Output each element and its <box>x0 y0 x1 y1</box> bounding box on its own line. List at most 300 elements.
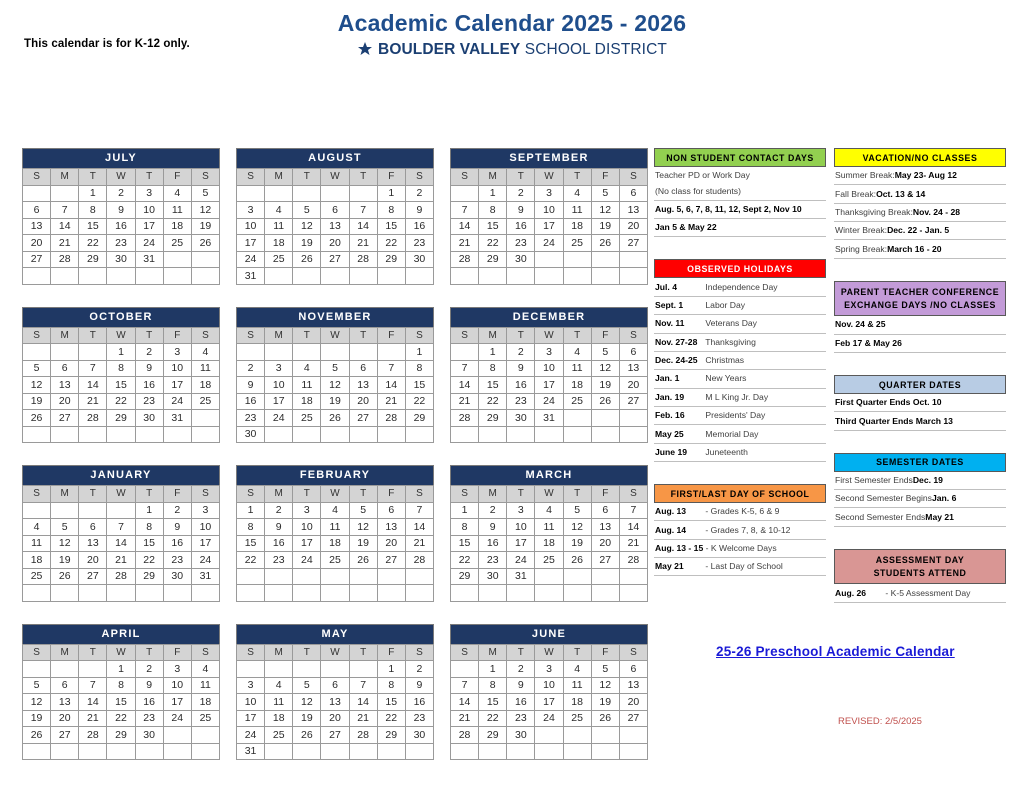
day-cell[interactable]: 29 <box>479 727 507 744</box>
day-cell[interactable]: 4 <box>293 360 321 377</box>
day-cell[interactable]: 23 <box>135 393 163 410</box>
day-cell[interactable]: 24 <box>135 235 163 252</box>
day-cell[interactable]: 27 <box>23 251 51 268</box>
day-cell[interactable]: 18 <box>191 377 219 394</box>
day-cell[interactable]: 27 <box>619 393 647 410</box>
day-cell[interactable]: 19 <box>293 710 321 727</box>
day-cell[interactable]: 12 <box>563 519 591 536</box>
day-cell[interactable]: 11 <box>23 535 51 552</box>
day-cell[interactable]: 17 <box>237 710 265 727</box>
day-cell[interactable]: 13 <box>619 360 647 377</box>
day-cell[interactable]: 17 <box>135 218 163 235</box>
day-cell[interactable]: 12 <box>23 694 51 711</box>
day-cell[interactable]: 28 <box>619 552 647 569</box>
day-cell[interactable]: 15 <box>135 535 163 552</box>
day-cell[interactable]: 18 <box>535 535 563 552</box>
day-cell[interactable]: 19 <box>293 235 321 252</box>
day-cell[interactable]: 8 <box>237 519 265 536</box>
day-cell[interactable]: 18 <box>321 535 349 552</box>
day-cell[interactable]: 30 <box>507 251 535 268</box>
day-cell[interactable]: 12 <box>321 377 349 394</box>
day-cell[interactable]: 20 <box>321 710 349 727</box>
day-cell[interactable]: 20 <box>619 377 647 394</box>
day-cell[interactable]: 23 <box>163 552 191 569</box>
day-cell[interactable]: 31 <box>135 251 163 268</box>
day-cell[interactable]: 24 <box>237 251 265 268</box>
day-cell[interactable]: 20 <box>591 535 619 552</box>
day-cell[interactable]: 30 <box>107 251 135 268</box>
day-cell[interactable]: 30 <box>405 251 433 268</box>
day-cell[interactable]: 21 <box>349 235 377 252</box>
day-cell[interactable]: 24 <box>535 393 563 410</box>
day-cell[interactable]: 27 <box>51 727 79 744</box>
day-cell[interactable]: 26 <box>349 552 377 569</box>
day-cell[interactable]: 30 <box>507 410 535 427</box>
day-cell[interactable]: 23 <box>135 710 163 727</box>
day-cell[interactable]: 11 <box>535 519 563 536</box>
day-cell[interactable]: 2 <box>507 661 535 678</box>
day-cell[interactable]: 10 <box>507 519 535 536</box>
day-cell[interactable]: 26 <box>563 552 591 569</box>
day-cell[interactable]: 27 <box>619 235 647 252</box>
day-cell[interactable]: 16 <box>507 218 535 235</box>
day-cell[interactable]: 5 <box>349 502 377 519</box>
day-cell[interactable]: 24 <box>163 710 191 727</box>
day-cell[interactable]: 8 <box>405 360 433 377</box>
day-cell[interactable]: 19 <box>349 535 377 552</box>
day-cell[interactable]: 17 <box>163 694 191 711</box>
day-cell[interactable]: 21 <box>51 235 79 252</box>
day-cell[interactable]: 20 <box>377 535 405 552</box>
day-cell[interactable]: 19 <box>51 552 79 569</box>
day-cell[interactable]: 21 <box>619 535 647 552</box>
day-cell[interactable]: 4 <box>321 502 349 519</box>
day-cell[interactable]: 13 <box>591 519 619 536</box>
day-cell[interactable]: 25 <box>191 393 219 410</box>
day-cell[interactable]: 24 <box>507 552 535 569</box>
day-cell[interactable]: 26 <box>51 568 79 585</box>
day-cell[interactable]: 23 <box>479 552 507 569</box>
day-cell[interactable]: 20 <box>619 218 647 235</box>
day-cell[interactable]: 19 <box>23 710 51 727</box>
day-cell[interactable]: 9 <box>265 519 293 536</box>
day-cell[interactable]: 4 <box>163 185 191 202</box>
day-cell[interactable]: 8 <box>479 202 507 219</box>
day-cell[interactable]: 15 <box>479 377 507 394</box>
day-cell[interactable]: 16 <box>237 393 265 410</box>
day-cell[interactable]: 27 <box>349 410 377 427</box>
day-cell[interactable]: 5 <box>591 661 619 678</box>
day-cell[interactable]: 6 <box>51 677 79 694</box>
day-cell[interactable]: 12 <box>591 202 619 219</box>
day-cell[interactable]: 15 <box>479 218 507 235</box>
day-cell[interactable]: 18 <box>265 710 293 727</box>
day-cell[interactable]: 21 <box>79 710 107 727</box>
day-cell[interactable]: 6 <box>619 661 647 678</box>
day-cell[interactable]: 29 <box>135 568 163 585</box>
day-cell[interactable]: 17 <box>535 694 563 711</box>
day-cell[interactable]: 13 <box>321 694 349 711</box>
day-cell[interactable]: 2 <box>107 185 135 202</box>
day-cell[interactable]: 12 <box>591 360 619 377</box>
day-cell[interactable]: 3 <box>535 344 563 361</box>
day-cell[interactable]: 3 <box>163 344 191 361</box>
day-cell[interactable]: 30 <box>507 727 535 744</box>
day-cell[interactable]: 30 <box>237 426 265 443</box>
day-cell[interactable]: 4 <box>191 344 219 361</box>
day-cell[interactable]: 9 <box>135 677 163 694</box>
day-cell[interactable]: 19 <box>321 393 349 410</box>
day-cell[interactable]: 6 <box>23 202 51 219</box>
day-cell[interactable]: 8 <box>451 519 479 536</box>
day-cell[interactable]: 10 <box>237 694 265 711</box>
day-cell[interactable]: 24 <box>293 552 321 569</box>
day-cell[interactable]: 8 <box>107 677 135 694</box>
day-cell[interactable]: 9 <box>405 677 433 694</box>
day-cell[interactable]: 3 <box>507 502 535 519</box>
day-cell[interactable]: 13 <box>51 377 79 394</box>
day-cell[interactable]: 11 <box>563 360 591 377</box>
day-cell[interactable]: 23 <box>507 393 535 410</box>
day-cell[interactable]: 1 <box>479 344 507 361</box>
day-cell[interactable]: 29 <box>479 410 507 427</box>
day-cell[interactable]: 11 <box>563 202 591 219</box>
day-cell[interactable]: 18 <box>563 694 591 711</box>
preschool-calendar-link[interactable]: 25-26 Preschool Academic Calendar <box>716 644 955 659</box>
day-cell[interactable]: 23 <box>265 552 293 569</box>
day-cell[interactable]: 16 <box>405 218 433 235</box>
day-cell[interactable]: 1 <box>479 661 507 678</box>
day-cell[interactable]: 5 <box>591 344 619 361</box>
day-cell[interactable]: 5 <box>51 519 79 536</box>
day-cell[interactable]: 8 <box>377 202 405 219</box>
day-cell[interactable]: 1 <box>79 185 107 202</box>
day-cell[interactable]: 6 <box>321 677 349 694</box>
day-cell[interactable]: 9 <box>135 360 163 377</box>
day-cell[interactable]: 7 <box>405 502 433 519</box>
day-cell[interactable]: 14 <box>349 694 377 711</box>
day-cell[interactable]: 28 <box>51 251 79 268</box>
day-cell[interactable]: 22 <box>107 393 135 410</box>
day-cell[interactable]: 19 <box>591 377 619 394</box>
day-cell[interactable]: 13 <box>619 202 647 219</box>
day-cell[interactable]: 29 <box>79 251 107 268</box>
day-cell[interactable]: 16 <box>405 694 433 711</box>
day-cell[interactable]: 17 <box>237 235 265 252</box>
day-cell[interactable]: 20 <box>79 552 107 569</box>
day-cell[interactable]: 1 <box>405 344 433 361</box>
day-cell[interactable]: 2 <box>265 502 293 519</box>
day-cell[interactable]: 2 <box>237 360 265 377</box>
day-cell[interactable]: 22 <box>135 552 163 569</box>
day-cell[interactable]: 8 <box>107 360 135 377</box>
day-cell[interactable]: 7 <box>349 677 377 694</box>
day-cell[interactable]: 2 <box>405 185 433 202</box>
day-cell[interactable]: 15 <box>107 694 135 711</box>
day-cell[interactable]: 29 <box>405 410 433 427</box>
day-cell[interactable]: 13 <box>321 218 349 235</box>
day-cell[interactable]: 29 <box>107 410 135 427</box>
day-cell[interactable]: 9 <box>237 377 265 394</box>
day-cell[interactable]: 14 <box>377 377 405 394</box>
day-cell[interactable]: 28 <box>79 727 107 744</box>
day-cell[interactable]: 28 <box>451 251 479 268</box>
day-cell[interactable]: 29 <box>377 727 405 744</box>
day-cell[interactable]: 11 <box>293 377 321 394</box>
day-cell[interactable]: 15 <box>479 694 507 711</box>
day-cell[interactable]: 20 <box>619 694 647 711</box>
day-cell[interactable]: 30 <box>135 410 163 427</box>
day-cell[interactable]: 1 <box>107 344 135 361</box>
day-cell[interactable]: 10 <box>191 519 219 536</box>
day-cell[interactable]: 29 <box>107 727 135 744</box>
day-cell[interactable]: 12 <box>51 535 79 552</box>
day-cell[interactable]: 16 <box>479 535 507 552</box>
day-cell[interactable]: 22 <box>237 552 265 569</box>
day-cell[interactable]: 15 <box>237 535 265 552</box>
day-cell[interactable]: 21 <box>451 393 479 410</box>
day-cell[interactable]: 2 <box>163 502 191 519</box>
day-cell[interactable]: 4 <box>265 677 293 694</box>
day-cell[interactable]: 28 <box>405 552 433 569</box>
day-cell[interactable]: 5 <box>23 677 51 694</box>
day-cell[interactable]: 28 <box>349 727 377 744</box>
day-cell[interactable]: 27 <box>377 552 405 569</box>
day-cell[interactable]: 22 <box>107 710 135 727</box>
day-cell[interactable]: 30 <box>479 568 507 585</box>
day-cell[interactable]: 16 <box>107 218 135 235</box>
day-cell[interactable]: 5 <box>591 185 619 202</box>
day-cell[interactable]: 25 <box>321 552 349 569</box>
day-cell[interactable]: 29 <box>377 251 405 268</box>
day-cell[interactable]: 5 <box>293 677 321 694</box>
day-cell[interactable]: 27 <box>619 710 647 727</box>
day-cell[interactable]: 31 <box>237 268 265 285</box>
day-cell[interactable]: 19 <box>191 218 219 235</box>
day-cell[interactable]: 13 <box>349 377 377 394</box>
day-cell[interactable]: 6 <box>321 202 349 219</box>
day-cell[interactable]: 26 <box>591 393 619 410</box>
day-cell[interactable]: 11 <box>265 694 293 711</box>
day-cell[interactable]: 19 <box>563 535 591 552</box>
day-cell[interactable]: 6 <box>619 344 647 361</box>
day-cell[interactable]: 11 <box>163 202 191 219</box>
day-cell[interactable]: 8 <box>479 360 507 377</box>
day-cell[interactable]: 2 <box>135 344 163 361</box>
day-cell[interactable]: 5 <box>321 360 349 377</box>
day-cell[interactable]: 31 <box>163 410 191 427</box>
day-cell[interactable]: 1 <box>237 502 265 519</box>
day-cell[interactable]: 21 <box>451 710 479 727</box>
day-cell[interactable]: 23 <box>507 235 535 252</box>
day-cell[interactable]: 6 <box>349 360 377 377</box>
day-cell[interactable]: 25 <box>265 727 293 744</box>
day-cell[interactable]: 13 <box>619 677 647 694</box>
day-cell[interactable]: 4 <box>563 344 591 361</box>
day-cell[interactable]: 4 <box>23 519 51 536</box>
day-cell[interactable]: 14 <box>349 218 377 235</box>
day-cell[interactable]: 25 <box>191 710 219 727</box>
day-cell[interactable]: 3 <box>535 661 563 678</box>
day-cell[interactable]: 14 <box>451 694 479 711</box>
day-cell[interactable]: 17 <box>507 535 535 552</box>
day-cell[interactable]: 12 <box>591 677 619 694</box>
day-cell[interactable]: 22 <box>479 393 507 410</box>
day-cell[interactable]: 28 <box>349 251 377 268</box>
day-cell[interactable]: 26 <box>23 727 51 744</box>
day-cell[interactable]: 3 <box>293 502 321 519</box>
day-cell[interactable]: 14 <box>451 218 479 235</box>
day-cell[interactable]: 9 <box>405 202 433 219</box>
day-cell[interactable]: 7 <box>79 360 107 377</box>
day-cell[interactable]: 18 <box>191 694 219 711</box>
day-cell[interactable]: 2 <box>507 344 535 361</box>
day-cell[interactable]: 28 <box>377 410 405 427</box>
day-cell[interactable]: 3 <box>265 360 293 377</box>
day-cell[interactable]: 4 <box>563 185 591 202</box>
day-cell[interactable]: 20 <box>51 710 79 727</box>
day-cell[interactable]: 10 <box>535 677 563 694</box>
day-cell[interactable]: 17 <box>535 377 563 394</box>
day-cell[interactable]: 26 <box>591 235 619 252</box>
day-cell[interactable]: 24 <box>191 552 219 569</box>
day-cell[interactable]: 8 <box>135 519 163 536</box>
day-cell[interactable]: 31 <box>237 743 265 760</box>
day-cell[interactable]: 23 <box>405 235 433 252</box>
day-cell[interactable]: 14 <box>107 535 135 552</box>
day-cell[interactable]: 30 <box>405 727 433 744</box>
day-cell[interactable]: 12 <box>293 218 321 235</box>
day-cell[interactable]: 17 <box>163 377 191 394</box>
day-cell[interactable]: 21 <box>451 235 479 252</box>
day-cell[interactable]: 8 <box>479 677 507 694</box>
day-cell[interactable]: 25 <box>563 710 591 727</box>
day-cell[interactable]: 27 <box>591 552 619 569</box>
day-cell[interactable]: 25 <box>163 235 191 252</box>
day-cell[interactable]: 14 <box>51 218 79 235</box>
day-cell[interactable]: 6 <box>377 502 405 519</box>
day-cell[interactable]: 30 <box>135 727 163 744</box>
day-cell[interactable]: 29 <box>479 251 507 268</box>
day-cell[interactable]: 9 <box>507 360 535 377</box>
day-cell[interactable]: 16 <box>135 694 163 711</box>
day-cell[interactable]: 20 <box>321 235 349 252</box>
day-cell[interactable]: 17 <box>265 393 293 410</box>
day-cell[interactable]: 22 <box>79 235 107 252</box>
day-cell[interactable]: 1 <box>135 502 163 519</box>
day-cell[interactable]: 7 <box>451 202 479 219</box>
day-cell[interactable]: 21 <box>107 552 135 569</box>
day-cell[interactable]: 18 <box>563 218 591 235</box>
day-cell[interactable]: 25 <box>563 393 591 410</box>
day-cell[interactable]: 6 <box>619 185 647 202</box>
day-cell[interactable]: 5 <box>191 185 219 202</box>
day-cell[interactable]: 3 <box>191 502 219 519</box>
day-cell[interactable]: 21 <box>377 393 405 410</box>
day-cell[interactable]: 26 <box>591 710 619 727</box>
day-cell[interactable]: 24 <box>237 727 265 744</box>
day-cell[interactable]: 1 <box>377 185 405 202</box>
day-cell[interactable]: 19 <box>591 218 619 235</box>
day-cell[interactable]: 21 <box>405 535 433 552</box>
day-cell[interactable]: 15 <box>377 218 405 235</box>
day-cell[interactable]: 13 <box>79 535 107 552</box>
day-cell[interactable]: 12 <box>293 694 321 711</box>
day-cell[interactable]: 10 <box>135 202 163 219</box>
day-cell[interactable]: 16 <box>265 535 293 552</box>
day-cell[interactable]: 16 <box>135 377 163 394</box>
day-cell[interactable]: 27 <box>51 410 79 427</box>
day-cell[interactable]: 24 <box>163 393 191 410</box>
day-cell[interactable]: 16 <box>163 535 191 552</box>
day-cell[interactable]: 20 <box>349 393 377 410</box>
day-cell[interactable]: 7 <box>619 502 647 519</box>
day-cell[interactable]: 16 <box>507 377 535 394</box>
day-cell[interactable]: 7 <box>107 519 135 536</box>
day-cell[interactable]: 14 <box>79 694 107 711</box>
day-cell[interactable]: 15 <box>79 218 107 235</box>
day-cell[interactable]: 12 <box>349 519 377 536</box>
day-cell[interactable]: 15 <box>451 535 479 552</box>
day-cell[interactable]: 21 <box>349 710 377 727</box>
day-cell[interactable]: 17 <box>191 535 219 552</box>
day-cell[interactable]: 22 <box>377 710 405 727</box>
day-cell[interactable]: 2 <box>507 185 535 202</box>
day-cell[interactable]: 9 <box>507 677 535 694</box>
day-cell[interactable]: 15 <box>377 694 405 711</box>
day-cell[interactable]: 3 <box>163 661 191 678</box>
day-cell[interactable]: 4 <box>265 202 293 219</box>
day-cell[interactable]: 28 <box>451 410 479 427</box>
day-cell[interactable]: 19 <box>591 694 619 711</box>
day-cell[interactable]: 9 <box>507 202 535 219</box>
day-cell[interactable]: 5 <box>563 502 591 519</box>
day-cell[interactable]: 30 <box>163 568 191 585</box>
day-cell[interactable]: 2 <box>405 661 433 678</box>
day-cell[interactable]: 22 <box>479 710 507 727</box>
day-cell[interactable]: 27 <box>321 727 349 744</box>
day-cell[interactable]: 28 <box>107 568 135 585</box>
day-cell[interactable]: 11 <box>265 218 293 235</box>
day-cell[interactable]: 3 <box>237 202 265 219</box>
day-cell[interactable]: 18 <box>163 218 191 235</box>
day-cell[interactable]: 28 <box>79 410 107 427</box>
day-cell[interactable]: 26 <box>191 235 219 252</box>
day-cell[interactable]: 24 <box>535 710 563 727</box>
day-cell[interactable]: 29 <box>451 568 479 585</box>
day-cell[interactable]: 12 <box>191 202 219 219</box>
day-cell[interactable]: 10 <box>535 202 563 219</box>
day-cell[interactable]: 3 <box>135 185 163 202</box>
day-cell[interactable]: 17 <box>535 218 563 235</box>
day-cell[interactable]: 25 <box>293 410 321 427</box>
day-cell[interactable]: 3 <box>535 185 563 202</box>
day-cell[interactable]: 4 <box>191 661 219 678</box>
day-cell[interactable]: 28 <box>451 727 479 744</box>
day-cell[interactable]: 11 <box>563 677 591 694</box>
day-cell[interactable]: 5 <box>293 202 321 219</box>
day-cell[interactable]: 23 <box>507 710 535 727</box>
day-cell[interactable]: 23 <box>237 410 265 427</box>
day-cell[interactable]: 1 <box>377 661 405 678</box>
day-cell[interactable]: 6 <box>51 360 79 377</box>
day-cell[interactable]: 22 <box>479 235 507 252</box>
day-cell[interactable]: 1 <box>479 185 507 202</box>
day-cell[interactable]: 31 <box>535 410 563 427</box>
day-cell[interactable]: 18 <box>293 393 321 410</box>
day-cell[interactable]: 16 <box>507 694 535 711</box>
day-cell[interactable]: 20 <box>23 235 51 252</box>
